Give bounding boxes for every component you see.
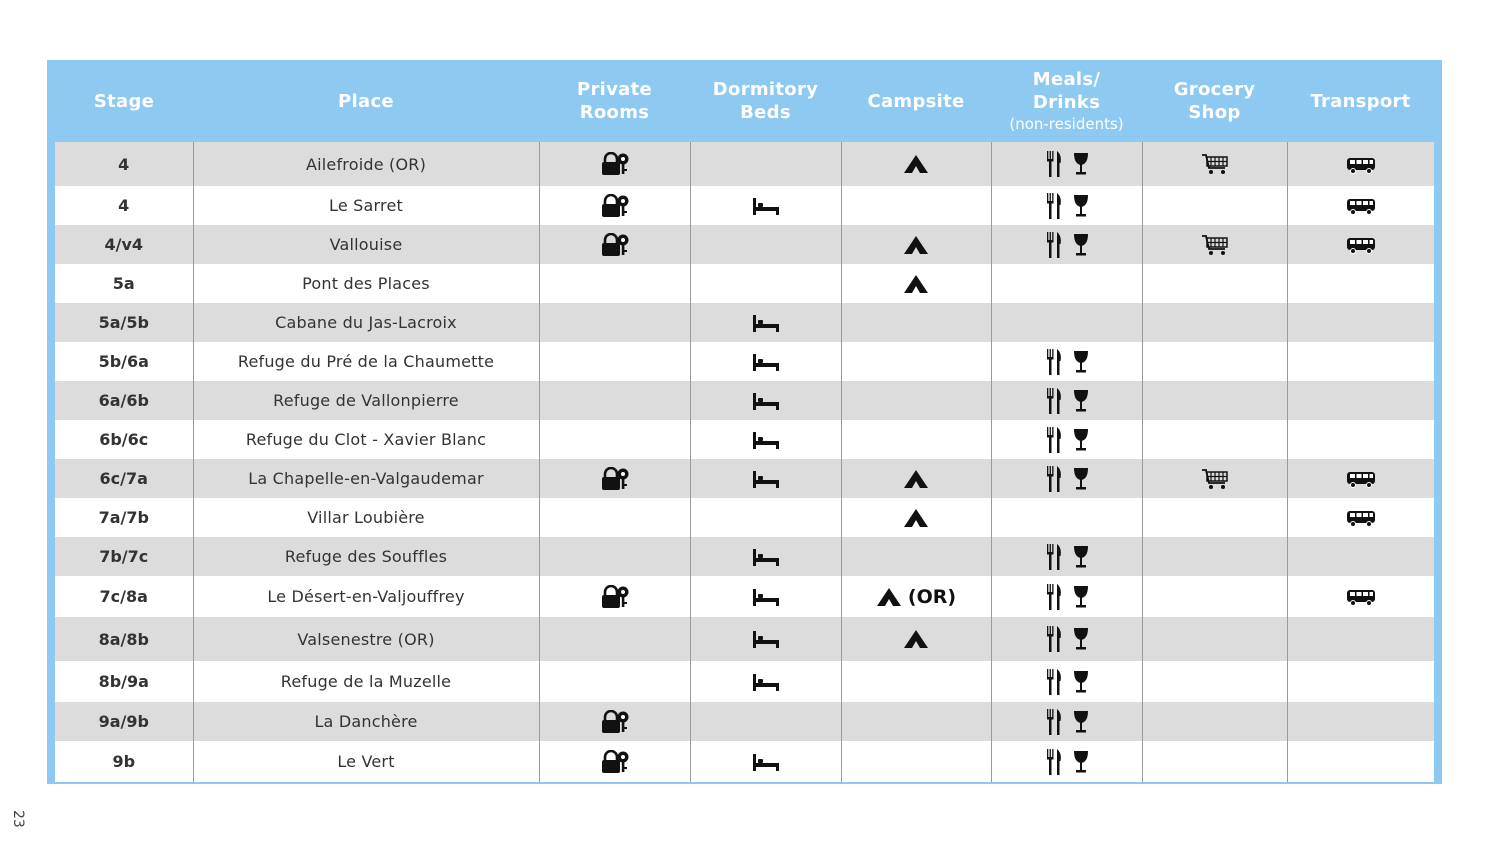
meals-cell: [991, 186, 1142, 225]
stage-cell: 8b/9a: [55, 661, 193, 702]
meals-cell: [991, 741, 1142, 782]
stage-cell: 4/v4: [55, 225, 193, 264]
table-row: [55, 420, 1434, 459]
table-row: [55, 702, 1434, 741]
bed-icon: [752, 469, 780, 489]
dormitory-cell: [690, 186, 841, 225]
cutlery-icon: [1045, 748, 1063, 776]
campsite-cell: [841, 420, 991, 459]
grocery-cell: [1142, 741, 1287, 782]
header-private-rooms-line1: Private: [576, 79, 653, 100]
grocery-cell: [1142, 142, 1287, 186]
tent-icon: [903, 469, 929, 489]
place-cell: Ailefroide (OR): [193, 142, 539, 186]
table-row: [55, 142, 1434, 186]
dormitory-cell: [690, 661, 841, 702]
dormitory-cell: [690, 342, 841, 381]
dormitory-cell: [690, 617, 841, 661]
lock-key-icon: [600, 152, 630, 176]
private-rooms-cell: [539, 225, 690, 264]
campsite-cell: [841, 225, 991, 264]
private-rooms-cell: [539, 303, 690, 342]
wine-glass-icon: [1073, 670, 1089, 694]
table-header: [55, 60, 1434, 142]
tent-icon: [903, 629, 929, 649]
table-row: [55, 537, 1434, 576]
table-row: [55, 617, 1434, 661]
campsite-cell: [841, 186, 991, 225]
campsite-cell: [841, 661, 991, 702]
bus-icon: [1346, 470, 1376, 488]
stage-cell: 5b/6a: [55, 342, 193, 381]
place-cell: Le Désert-en-Valjouffrey: [193, 576, 539, 617]
stage-cell: 8a/8b: [55, 617, 193, 661]
wine-glass-icon: [1073, 545, 1089, 569]
dormitory-cell: [690, 303, 841, 342]
place-cell: Valsenestre (OR): [193, 617, 539, 661]
place-cell: Refuge de la Muzelle: [193, 661, 539, 702]
transport-cell: [1287, 741, 1434, 782]
stage-cell: 9a/9b: [55, 702, 193, 741]
private-rooms-cell: [539, 576, 690, 617]
stage-cell: 6c/7a: [55, 459, 193, 498]
bed-icon: [752, 547, 780, 567]
header-stage: Stage: [93, 90, 155, 112]
header-private-rooms-line2: Rooms: [579, 102, 650, 123]
bus-icon: [1346, 236, 1376, 254]
table-row: [55, 381, 1434, 420]
transport-cell: [1287, 702, 1434, 741]
meals-cell: [991, 459, 1142, 498]
bed-icon: [752, 752, 780, 772]
transport-cell: [1287, 537, 1434, 576]
place-cell: Pont des Places: [193, 264, 539, 303]
wine-glass-icon: [1073, 194, 1089, 218]
dormitory-cell: [690, 498, 841, 537]
place-cell: Le Sarret: [193, 186, 539, 225]
header-grocery-shop: [1142, 60, 1287, 142]
bed-icon: [752, 629, 780, 649]
lock-key-icon: [600, 194, 630, 218]
wine-glass-icon: [1073, 750, 1089, 774]
cutlery-icon: [1045, 387, 1063, 415]
grocery-cell: [1142, 459, 1287, 498]
shopping-cart-icon: [1201, 234, 1229, 256]
header-grocery-line1: Grocery: [1173, 79, 1256, 100]
cutlery-icon: [1045, 192, 1063, 220]
bed-icon: [752, 391, 780, 411]
cutlery-icon: [1045, 583, 1063, 611]
campsite-cell: [841, 617, 991, 661]
tent-icon: [903, 508, 929, 528]
stage-cell: 5a: [55, 264, 193, 303]
cutlery-icon: [1045, 668, 1063, 696]
meals-cell: [991, 420, 1142, 459]
shopping-cart-icon: [1201, 153, 1229, 175]
wine-glass-icon: [1073, 467, 1089, 491]
private-rooms-cell: [539, 381, 690, 420]
meals-cell: [991, 381, 1142, 420]
dormitory-cell: [690, 702, 841, 741]
campsite-note: (OR): [907, 585, 957, 608]
dormitory-cell: [690, 741, 841, 782]
dormitory-cell: [690, 264, 841, 303]
grocery-cell: [1142, 617, 1287, 661]
cutlery-icon: [1045, 426, 1063, 454]
meals-cell: [991, 537, 1142, 576]
transport-cell: [1287, 186, 1434, 225]
bed-icon: [752, 196, 780, 216]
header-meals-drinks: [991, 60, 1142, 142]
shopping-cart-icon: [1201, 468, 1229, 490]
private-rooms-cell: [539, 264, 690, 303]
meals-cell: [991, 342, 1142, 381]
private-rooms-cell: [539, 142, 690, 186]
dormitory-cell: [690, 459, 841, 498]
campsite-cell: [841, 741, 991, 782]
table-row: [55, 576, 1434, 617]
bus-icon: [1346, 509, 1376, 527]
table-row: [55, 342, 1434, 381]
wine-glass-icon: [1073, 710, 1089, 734]
bed-icon: [752, 587, 780, 607]
wine-glass-icon: [1073, 627, 1089, 651]
grocery-cell: [1142, 420, 1287, 459]
campsite-cell: [841, 576, 991, 617]
private-rooms-cell: [539, 741, 690, 782]
lock-key-icon: [600, 750, 630, 774]
campsite-cell: [841, 342, 991, 381]
header-meals-note: (non-residents): [1009, 115, 1124, 133]
campsite-cell: [841, 142, 991, 186]
meals-cell: [991, 617, 1142, 661]
bed-icon: [752, 672, 780, 692]
cutlery-icon: [1045, 465, 1063, 493]
dormitory-cell: [690, 381, 841, 420]
grocery-cell: [1142, 576, 1287, 617]
wine-glass-icon: [1073, 389, 1089, 413]
page-number: 23: [10, 810, 26, 828]
stage-cell: 7a/7b: [55, 498, 193, 537]
tent-icon: [903, 235, 929, 255]
transport-cell: [1287, 303, 1434, 342]
grocery-cell: [1142, 381, 1287, 420]
header-dormitory-line2: Beds: [740, 102, 791, 123]
meals-cell: [991, 142, 1142, 186]
wine-glass-icon: [1073, 233, 1089, 257]
header-meals-line1: Meals/: [1032, 69, 1101, 90]
cutlery-icon: [1045, 231, 1063, 259]
grocery-cell: [1142, 186, 1287, 225]
bus-icon: [1346, 588, 1376, 606]
header-grocery-line2: Shop: [1188, 102, 1241, 123]
stage-cell: 4: [55, 186, 193, 225]
bus-icon: [1346, 197, 1376, 215]
table-row: [55, 498, 1434, 537]
lock-key-icon: [600, 710, 630, 734]
grocery-cell: [1142, 537, 1287, 576]
cutlery-icon: [1045, 708, 1063, 736]
private-rooms-cell: [539, 661, 690, 702]
table-row: [55, 661, 1434, 702]
tent-icon: [903, 154, 929, 174]
wine-glass-icon: [1073, 152, 1089, 176]
place-cell: Refuge de Vallonpierre: [193, 381, 539, 420]
wine-glass-icon: [1073, 350, 1089, 374]
meals-cell: [991, 225, 1142, 264]
meals-cell: [991, 702, 1142, 741]
transport-cell: [1287, 498, 1434, 537]
campsite-cell: [841, 498, 991, 537]
tent-icon: [876, 587, 902, 607]
transport-cell: [1287, 381, 1434, 420]
stage-cell: 9b: [55, 741, 193, 782]
header-private-rooms: [539, 60, 690, 142]
transport-cell: [1287, 342, 1434, 381]
table-row: [55, 303, 1434, 342]
campsite-cell: [841, 537, 991, 576]
private-rooms-cell: [539, 702, 690, 741]
private-rooms-cell: [539, 186, 690, 225]
campsite-cell: [841, 303, 991, 342]
grocery-cell: [1142, 702, 1287, 741]
transport-cell: [1287, 142, 1434, 186]
bed-icon: [752, 313, 780, 333]
wine-glass-icon: [1073, 585, 1089, 609]
header-meals-line2: Drinks: [1032, 92, 1101, 113]
transport-cell: [1287, 225, 1434, 264]
table-row: [55, 186, 1434, 225]
transport-cell: [1287, 459, 1434, 498]
table-row: [55, 459, 1434, 498]
grocery-cell: [1142, 303, 1287, 342]
dormitory-cell: [690, 576, 841, 617]
header-campsite: Campsite: [867, 90, 965, 112]
transport-cell: [1287, 661, 1434, 702]
place-cell: Vallouise: [193, 225, 539, 264]
meals-cell: [991, 498, 1142, 537]
campsite-cell: [841, 459, 991, 498]
grocery-cell: [1142, 661, 1287, 702]
table-frame: [47, 60, 1442, 784]
tent-icon: [903, 274, 929, 294]
transport-cell: [1287, 264, 1434, 303]
private-rooms-cell: [539, 537, 690, 576]
grocery-cell: [1142, 264, 1287, 303]
place-cell: La Danchère: [193, 702, 539, 741]
cutlery-icon: [1045, 625, 1063, 653]
stage-cell: 7b/7c: [55, 537, 193, 576]
cutlery-icon: [1045, 543, 1063, 571]
dormitory-cell: [690, 420, 841, 459]
lock-key-icon: [600, 467, 630, 491]
facilities-table: [55, 60, 1434, 782]
table-row: [55, 741, 1434, 782]
grocery-cell: [1142, 498, 1287, 537]
private-rooms-cell: [539, 617, 690, 661]
header-transport: Transport: [1310, 90, 1411, 112]
cutlery-icon: [1045, 150, 1063, 178]
campsite-cell: [841, 702, 991, 741]
place-cell: Cabane du Jas-Lacroix: [193, 303, 539, 342]
private-rooms-cell: [539, 420, 690, 459]
transport-cell: [1287, 617, 1434, 661]
header-dormitory-line1: Dormitory: [712, 79, 819, 100]
stage-cell: 6a/6b: [55, 381, 193, 420]
header-dormitory-beds: [690, 60, 841, 142]
bed-icon: [752, 352, 780, 372]
dormitory-cell: [690, 225, 841, 264]
cutlery-icon: [1045, 348, 1063, 376]
table-row: [55, 264, 1434, 303]
meals-cell: [991, 661, 1142, 702]
grocery-cell: [1142, 225, 1287, 264]
stage-cell: 6b/6c: [55, 420, 193, 459]
stage-cell: 5a/5b: [55, 303, 193, 342]
private-rooms-cell: [539, 459, 690, 498]
stage-cell: 4: [55, 142, 193, 186]
private-rooms-cell: [539, 498, 690, 537]
place-cell: Refuge des Souffles: [193, 537, 539, 576]
lock-key-icon: [600, 585, 630, 609]
stage-cell: 7c/8a: [55, 576, 193, 617]
meals-cell: [991, 264, 1142, 303]
dormitory-cell: [690, 142, 841, 186]
campsite-cell: [841, 264, 991, 303]
dormitory-cell: [690, 537, 841, 576]
transport-cell: [1287, 420, 1434, 459]
bus-icon: [1346, 156, 1376, 174]
place-cell: La Chapelle-en-Valgaudemar: [193, 459, 539, 498]
wine-glass-icon: [1073, 428, 1089, 452]
transport-cell: [1287, 576, 1434, 617]
table-row: [55, 225, 1434, 264]
campsite-cell: [841, 381, 991, 420]
place-cell: Refuge du Clot - Xavier Blanc: [193, 420, 539, 459]
place-cell: Refuge du Pré de la Chaumette: [193, 342, 539, 381]
lock-key-icon: [600, 233, 630, 257]
header-place: Place: [338, 90, 394, 112]
table-body: [55, 142, 1434, 782]
bed-icon: [752, 430, 780, 450]
private-rooms-cell: [539, 342, 690, 381]
meals-cell: [991, 303, 1142, 342]
grocery-cell: [1142, 342, 1287, 381]
place-cell: Villar Loubière: [193, 498, 539, 537]
meals-cell: [991, 576, 1142, 617]
place-cell: Le Vert: [193, 741, 539, 782]
